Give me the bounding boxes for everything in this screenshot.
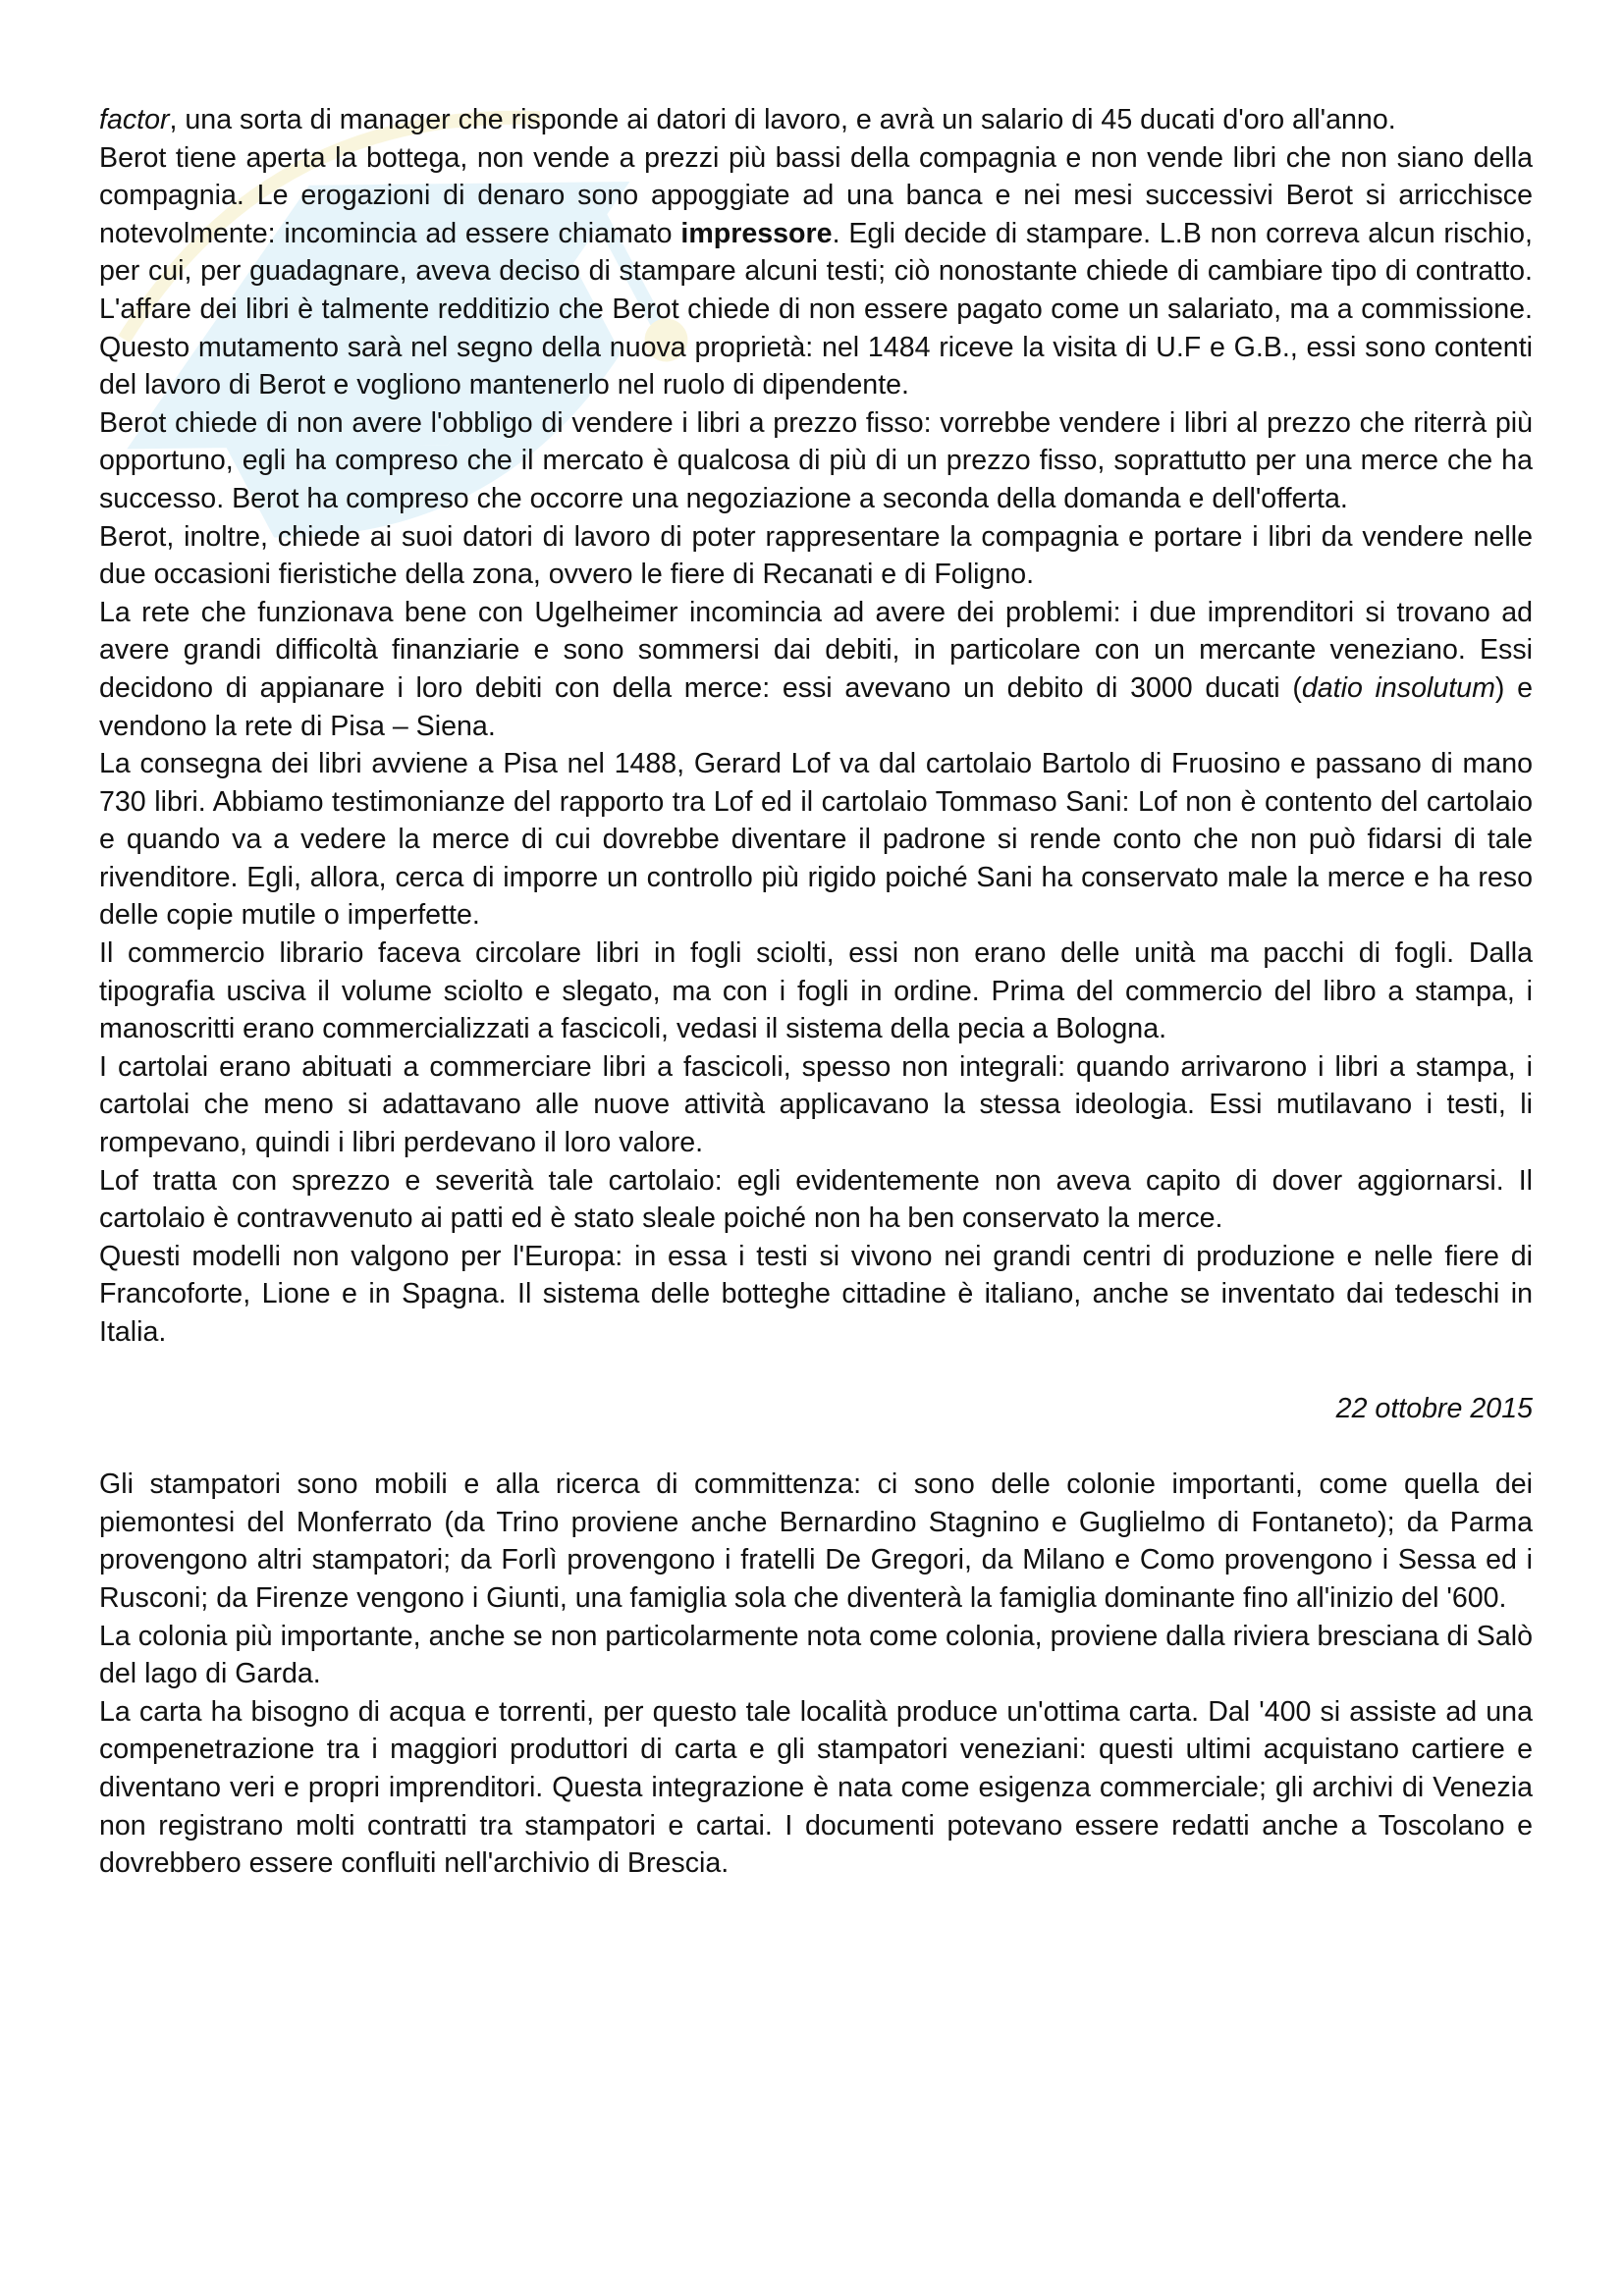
paragraph	[99, 1162, 1533, 1238]
text-run: Il commercio librario faceva circolare libri in fogli sciolti, essi non erano delle unità ma pacchi di fogli. Dalla tipografia usciva il volume sciolto e slegato, ma con i fogli in ordine. Prima del commercio del libro a stampa, i manoscritti erano commercializzati a fascicoli, vedasi il sistema della pecia a Bologna.	[99, 937, 1533, 1045]
paragraph	[99, 745, 1533, 934]
paragraph	[99, 101, 1533, 139]
paragraph	[99, 1238, 1533, 1352]
document-body	[99, 101, 1533, 1883]
text-run: Berot, inoltre, chiede ai suoi datori di lavoro di poter rappresentare la compagnia e portare i libri da vendere nelle due occasioni fieristiche della zona, ovvero le fiere di Recanati e di Foligno.	[99, 520, 1533, 591]
text-run: La colonia più importante, anche se non particolarmente nota come colonia, proviene dalla riviera bresciana di Salò del lago di Garda.	[99, 1620, 1533, 1690]
paragraph	[99, 934, 1533, 1048]
paragraph	[99, 594, 1533, 745]
text-run: La carta ha bisogno di acqua e torrenti, per questo tale località produce un'ottima carta. Dal '400 si assiste ad una compenetrazione tra i maggiori produttori di carta e gli stampatori veneziani: questi ultimi acquistano cartiere e diventano veri e propri imprenditori. Questa integrazione è nata come esigenza commerciale; gli archivi di Venezia non registrano molti contratti tra stampatori e cartai. I documenti potevano essere redatti anche a Toscolano e dovrebbero essere confluiti nell'archivio di Brescia.	[99, 1695, 1533, 1880]
section-part2	[99, 1466, 1533, 1883]
text-run: . Egli decide di stampare. L.B non correva alcun rischio, per cui, per guadagnare, aveva deciso di stampare alcuni testi; ciò nonostante chiede di cambiare tipo di contratto. L'affare dei libri è talmente redditizio che Berot chiede di non essere pagato come un salariato, ma a commissione. Questo mutamento sarà nel segno della nuova proprietà: nel 1484 riceve la visita di U.F e G.B., essi sono contenti del lavoro di Berot e vogliono mantenerlo nel ruolo di dipendente.	[99, 217, 1533, 401]
paragraph	[99, 518, 1533, 594]
text-run: Gli stampatori sono mobili e alla ricerca di committenza: ci sono delle colonie importanti, come quella dei piemontesi del Monferrato (da Trino proviene anche Bernardino Stagnino e Guglielmo di Fontaneto); da Parma provengono altri stampatori; da Forlì provengono i fratelli De Gregori, da Milano e Como provengono i Sessa ed i Rusconi; da Firenze vengono i Giunti, una famiglia sola che diventerà la famiglia dominante fino all'inizio del '600.	[99, 1468, 1533, 1614]
text-run: Questi modelli non valgono per l'Europa: in essa i testi si vivono nei grandi centri di produzione e nelle fiere di Francoforte, Lione e in Spagna. Il sistema delle botteghe cittadine è italiano, anche se inventato dai tedeschi in Italia.	[99, 1240, 1533, 1348]
paragraph	[99, 1693, 1533, 1883]
italic-text-run: factor	[99, 104, 170, 135]
italic-text-run: datio insolutum	[1301, 671, 1495, 704]
text-run: Berot chiede di non avere l'obbligo di vendere i libri a prezzo fisso: vorrebbe vendere i libri al prezzo che riterrà più opportuno, egli ha compreso che il mercato è qualcosa di più di un prezzo fisso, soprattutto per una merce che ha successo. Berot ha compreso che occorre una negoziazione a seconda della domanda e dell'offerta.	[99, 406, 1533, 514]
paragraph	[99, 1618, 1533, 1693]
section-part1	[99, 101, 1533, 1352]
text-run: Berot tiene aperta la bottega, non vende a prezzi più bassi della compagnia e non vende libri che non siano della compagnia. Le erogazioni di denaro sono appoggiate ad una banca e nei mesi successivi Berot si arricchisce notevolmente: incomincia ad essere chiamato	[99, 141, 1533, 249]
paragraph	[99, 404, 1533, 518]
text-run: La consegna dei libri avviene a Pisa nel 1488, Gerard Lof va dal cartolaio Bartolo di Fruosino e passano di mano 730 libri. Abbiamo testimonianze del rapporto tra Lof ed il cartolaio Tommaso Sani: Lof non è contento del cartolaio e quando va a vedere la merce di cui dovrebbe diventare il padrone si rende conto che non può fidarsi di tale rivenditore. Egli, allora, cerca di imporre un controllo più rigido poiché Sani ha conservato male la merce e ha reso delle copie mutile o imperfette.	[99, 748, 1533, 932]
paragraph	[99, 139, 1533, 404]
text-run: , una sorta di manager che risponde ai datori di lavoro, e avrà un salario di 45 ducati d'oro all'anno.	[169, 104, 1396, 135]
section-date: 22 ottobre 2015	[1335, 1392, 1533, 1424]
paragraph	[99, 1466, 1533, 1617]
bold-text-run: impressore	[680, 217, 833, 249]
text-run: ) e vendono la rete di Pisa – Siena.	[99, 671, 1534, 742]
paragraph	[99, 1048, 1533, 1162]
text-run: La rete che funzionava bene con Ugelheimer incomincia ad avere dei problemi: i due imprenditori si trovano ad avere grandi difficoltà finanziarie e sono sommersi dai debiti, in particolare con un mercante veneziano. Essi decidono di appianare i loro debiti con della merce: essi avevano un debito di 3000 ducati (	[99, 596, 1533, 704]
text-run: Lof tratta con sprezzo e severità tale cartolaio: egli evidentemente non aveva capito di dover aggiornarsi. Il cartolaio è contravvenuto ai patti ed è stato sleale poiché non ha ben conservato la merce.	[99, 1164, 1533, 1235]
text-run: I cartolai erano abituati a commerciare libri a fascicoli, spesso non integrali: quando arrivarono i libri a stampa, i cartolai che meno si adattavano alle nuove attività applicavano la stessa ideologia. Essi mutilavano i testi, li rompevano, quindi i libri perdevano il loro valore.	[99, 1050, 1533, 1159]
